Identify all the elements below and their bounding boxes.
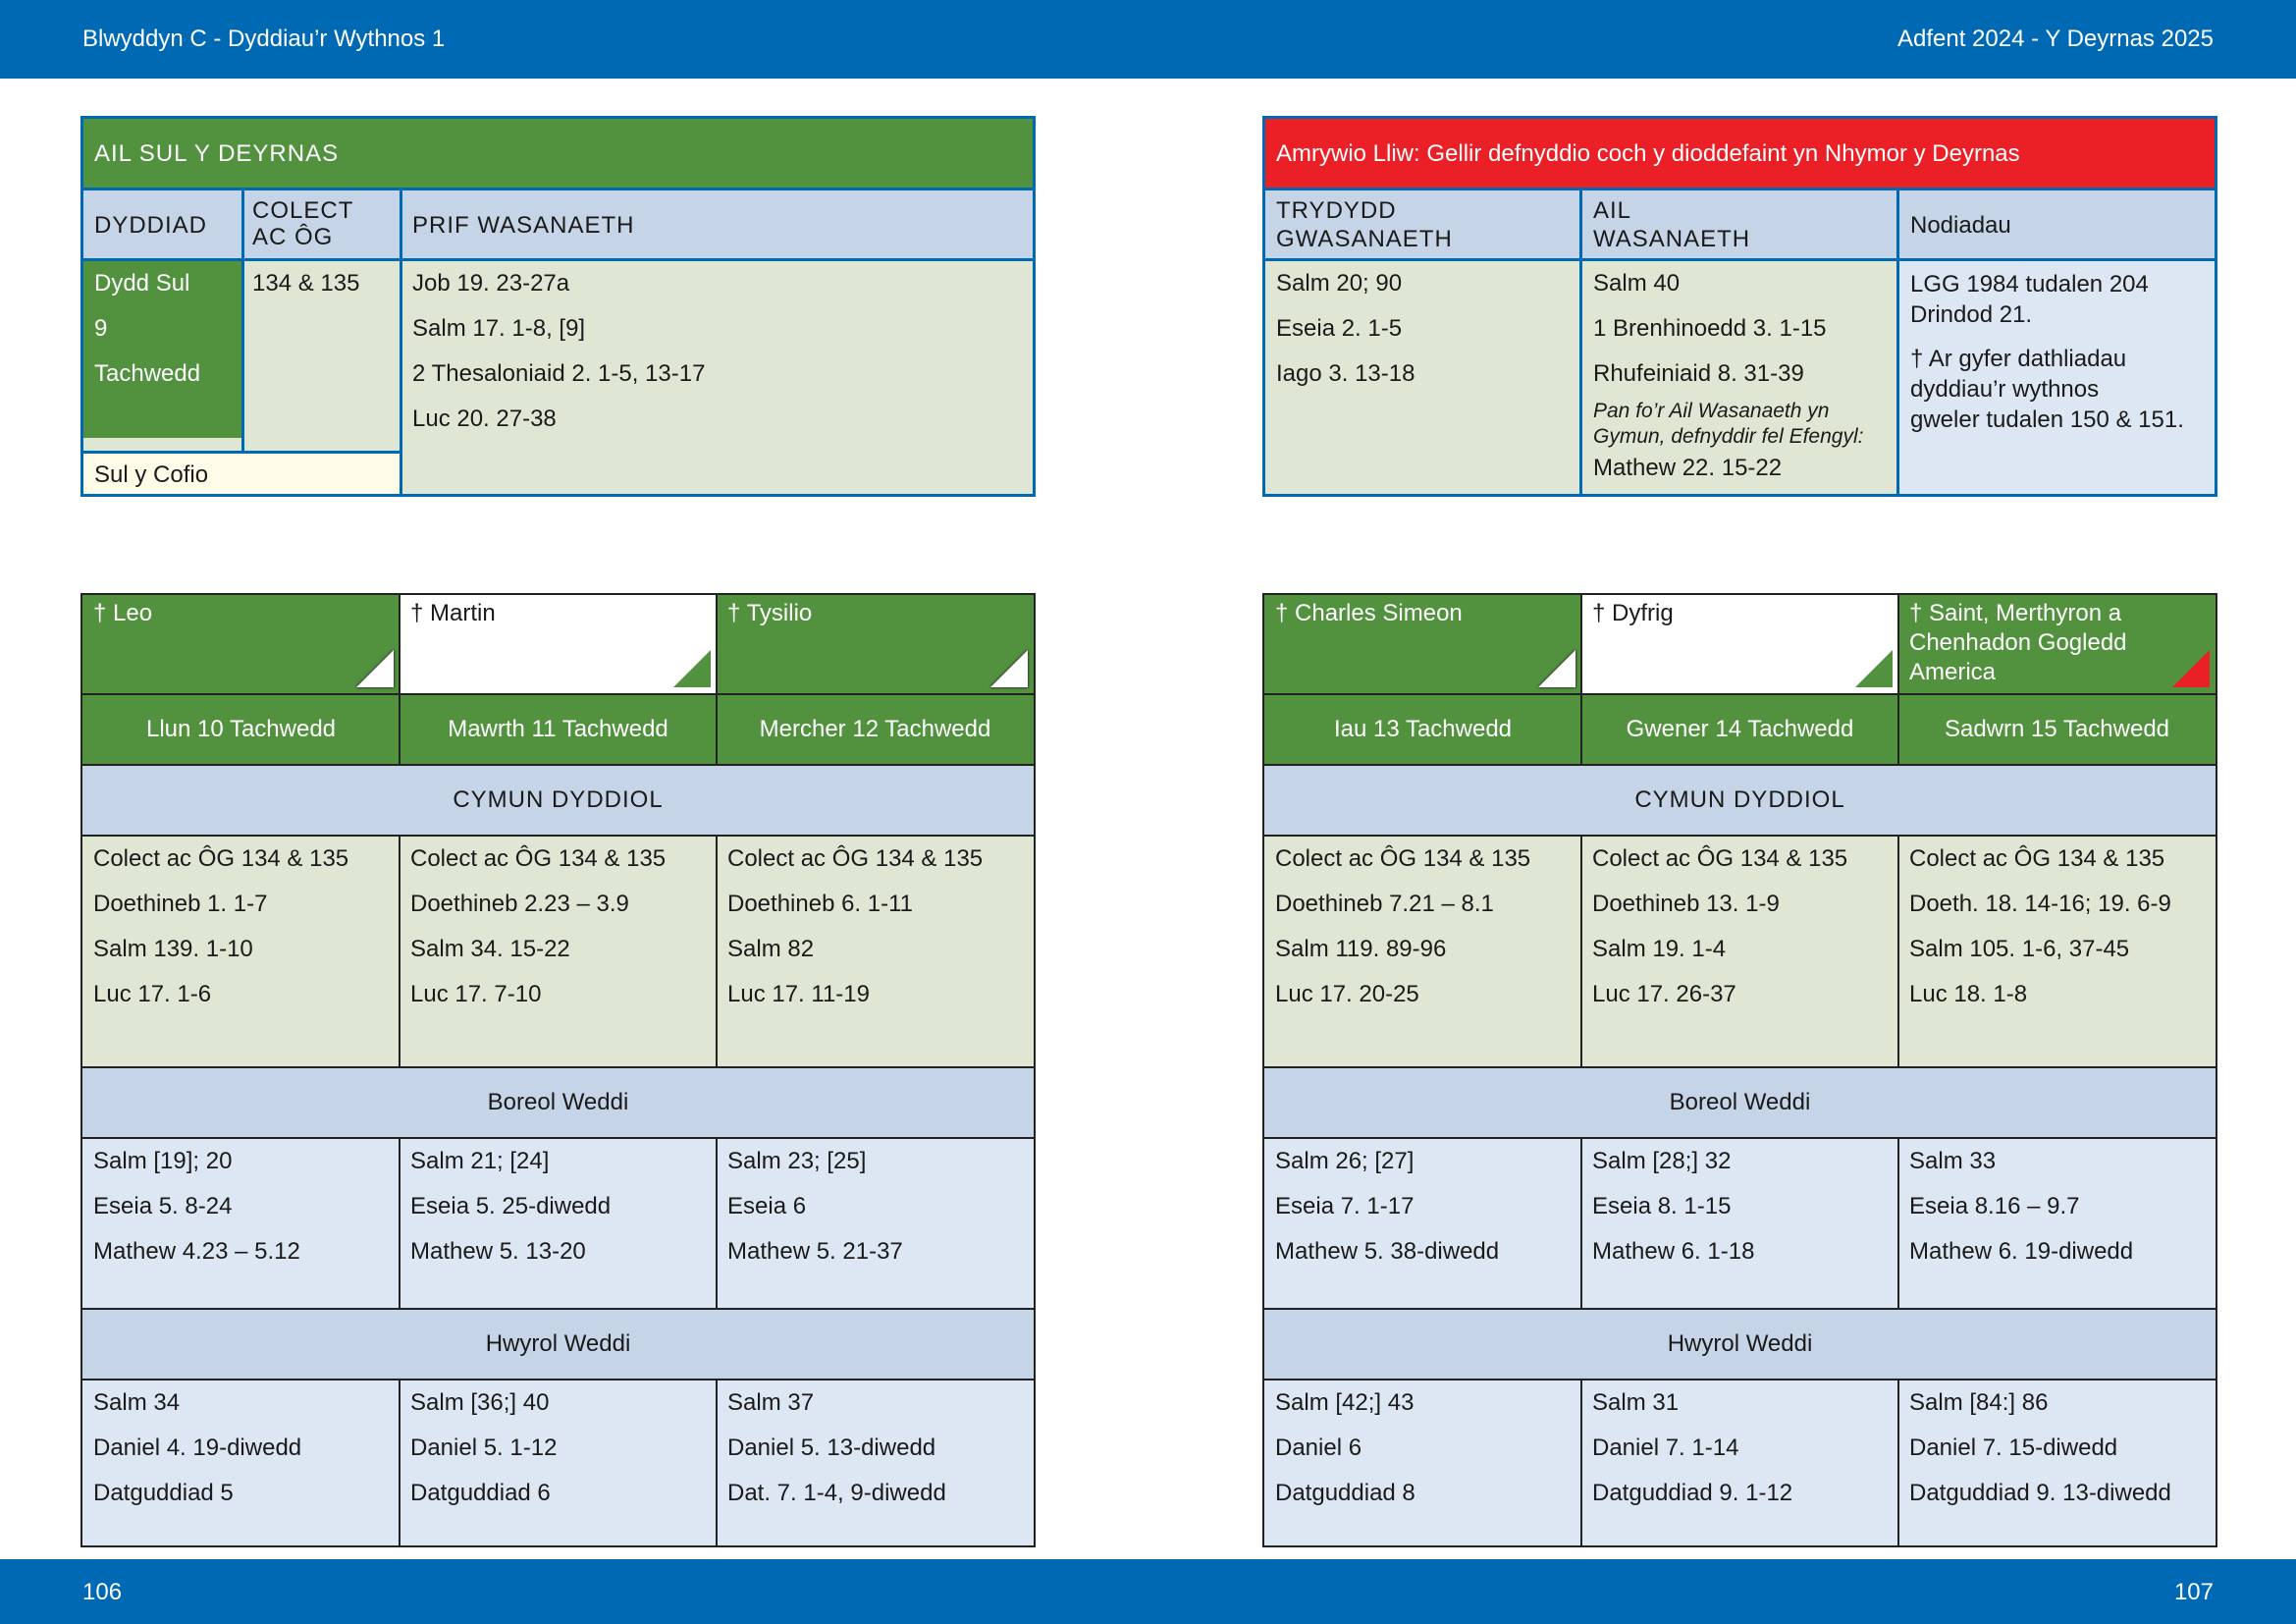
daily-reading: Doethineb 2.23 – 3.9 bbox=[410, 891, 629, 917]
evening-reading: Daniel 7. 1-14 bbox=[1592, 1435, 1739, 1461]
second-service-cell bbox=[1582, 261, 1896, 494]
saint-name: † Tysilio bbox=[727, 600, 813, 626]
col-third-header-2: GWASANAETH bbox=[1276, 226, 1453, 252]
saint-name: America bbox=[1909, 659, 1997, 685]
daily-readings bbox=[82, 837, 400, 1066]
col-collect-header-1: COLECT bbox=[252, 197, 354, 224]
second-service-reading: Salm 40 bbox=[1593, 270, 1681, 297]
evening-readings bbox=[1898, 1380, 2216, 1545]
sunday-note: Sul y Cofio bbox=[94, 461, 209, 488]
notes-line: dyddiau’r wythnos bbox=[1910, 376, 2100, 403]
daily-reading: Salm 34. 15-22 bbox=[410, 936, 570, 962]
daily-reading: Luc 17. 7-10 bbox=[410, 981, 542, 1007]
morning-reading: Mathew 5. 21-37 bbox=[727, 1238, 903, 1265]
morning-reading: Eseia 8.16 – 9.7 bbox=[1909, 1193, 2080, 1219]
sunday-date-line: 9 bbox=[94, 315, 108, 342]
sunday-readings-cell bbox=[402, 261, 1033, 494]
saint-name: † Charles Simeon bbox=[1275, 600, 1463, 626]
morning-reading: Mathew 5. 38-diwedd bbox=[1275, 1238, 1500, 1265]
day-header: Mawrth 11 Tachwedd bbox=[400, 695, 717, 764]
section-evening-prayer: Hwyrol Weddi bbox=[1264, 1310, 2216, 1379]
daily-reading: Salm 19. 1-4 bbox=[1592, 936, 1727, 962]
morning-reading: Mathew 6. 1-18 bbox=[1592, 1238, 1755, 1265]
sunday-date-line: Tachwedd bbox=[94, 360, 201, 387]
colour-note-panel bbox=[1262, 116, 2217, 497]
weekday-grid-right bbox=[1262, 593, 2217, 1547]
saint-name: † Saint, Merthyron a bbox=[1909, 600, 2122, 626]
daily-reading: Salm 119. 89-96 bbox=[1275, 936, 1447, 962]
morning-readings bbox=[1264, 1139, 1581, 1308]
day-header: Gwener 14 Tachwedd bbox=[1581, 695, 1898, 764]
morning-reading: Eseia 8. 1-15 bbox=[1592, 1193, 1732, 1219]
page-number-right: 107 bbox=[2173, 1579, 2214, 1605]
saint-cell bbox=[1898, 595, 2216, 693]
daily-reading: Colect ac ÔG 134 & 135 bbox=[1909, 845, 2165, 872]
daily-reading: Doethineb 6. 1-11 bbox=[727, 891, 914, 917]
evening-reading: Datguddiad 5 bbox=[93, 1480, 234, 1506]
daily-reading: Luc 18. 1-8 bbox=[1909, 981, 2028, 1007]
evening-reading: Dat. 7. 1-4, 9-diwedd bbox=[727, 1480, 946, 1506]
sunday-note-cell bbox=[83, 454, 400, 494]
feast-marker-icon bbox=[990, 650, 1028, 687]
daily-reading: Doethineb 13. 1-9 bbox=[1592, 891, 1780, 917]
evening-reading: Datguddiad 9. 1-12 bbox=[1592, 1480, 1793, 1506]
saint-cell bbox=[82, 595, 400, 693]
morning-reading: Mathew 4.23 – 5.12 bbox=[93, 1238, 300, 1265]
col-collect-header-2: AC ÔG bbox=[252, 224, 334, 250]
sunday-date-line: Dydd Sul bbox=[94, 270, 190, 297]
col-second-header-1: AIL bbox=[1593, 197, 1632, 224]
saint-cell bbox=[400, 595, 717, 693]
notes-line: gweler tudalen 150 & 151. bbox=[1910, 406, 2184, 433]
evening-reading: Salm [36;] 40 bbox=[410, 1389, 550, 1416]
second-service-note: Gymun, defnyddir fel Efengyl: bbox=[1593, 425, 1864, 448]
morning-reading: Salm 26; [27] bbox=[1275, 1148, 1415, 1174]
daily-reading: Colect ac ÔG 134 & 135 bbox=[1275, 845, 1531, 872]
sunday-title: AIL SUL Y DEYRNAS bbox=[83, 119, 1033, 188]
morning-reading: Eseia 5. 8-24 bbox=[93, 1193, 233, 1219]
second-service-gospel: Mathew 22. 15-22 bbox=[1593, 455, 1783, 481]
morning-reading: Salm [19]; 20 bbox=[93, 1148, 233, 1174]
saint-name: Chenhadon Gogledd bbox=[1909, 629, 2127, 656]
day-header: Iau 13 Tachwedd bbox=[1264, 695, 1581, 764]
sunday-collect-cell bbox=[244, 261, 400, 451]
sunday-reading: Salm 17. 1-8, [9] bbox=[412, 315, 586, 342]
third-service-reading: Salm 20; 90 bbox=[1276, 270, 1403, 297]
evening-readings bbox=[1264, 1380, 1581, 1545]
evening-readings bbox=[82, 1380, 400, 1545]
evening-reading: Daniel 5. 1-12 bbox=[410, 1435, 558, 1461]
daily-reading: Salm 82 bbox=[727, 936, 815, 962]
sunday-reading: Job 19. 23-27a bbox=[412, 270, 570, 297]
weekday-grid-left bbox=[80, 593, 1036, 1547]
daily-reading: Doethineb 7.21 – 8.1 bbox=[1275, 891, 1494, 917]
colour-note-title: Amrywio Lliw: Gellir defnyddio coch y dioddefaint yn Nhymor y Deyrnas bbox=[1265, 119, 2215, 188]
morning-reading: Salm 33 bbox=[1909, 1148, 1997, 1174]
daily-readings bbox=[1581, 837, 1898, 1066]
sunday-reading: 2 Thesaloniaid 2. 1-5, 13-17 bbox=[412, 360, 706, 387]
morning-readings bbox=[400, 1139, 717, 1308]
daily-reading: Colect ac ÔG 134 & 135 bbox=[727, 845, 984, 872]
header-left: Blwyddyn C - Dyddiau’r Wythnos 1 bbox=[82, 26, 446, 52]
notes-line: LGG 1984 tudalen 204 bbox=[1910, 271, 2149, 298]
notes-line: Drindod 21. bbox=[1910, 301, 2033, 328]
daily-readings bbox=[1898, 837, 2216, 1066]
sunday-date-cell bbox=[83, 261, 241, 438]
saint-name: † Martin bbox=[410, 600, 496, 626]
second-service-note: Pan fo’r Ail Wasanaeth yn bbox=[1593, 400, 1830, 422]
section-evening-prayer: Hwyrol Weddi bbox=[82, 1310, 1034, 1379]
notes-cell bbox=[1899, 261, 2215, 494]
daily-readings bbox=[400, 837, 717, 1066]
daily-reading: Salm 105. 1-6, 37-45 bbox=[1909, 936, 2130, 962]
daily-reading: Colect ac ÔG 134 & 135 bbox=[93, 845, 349, 872]
morning-reading: Mathew 5. 13-20 bbox=[410, 1238, 586, 1265]
saint-cell bbox=[1264, 595, 1581, 693]
section-daily-communion: CYMUN DYDDIOL bbox=[1264, 766, 2216, 835]
saint-name: † Dyfrig bbox=[1592, 600, 1674, 626]
morning-reading: Mathew 6. 19-diwedd bbox=[1909, 1238, 2134, 1265]
evening-reading: Salm [84:] 86 bbox=[1909, 1389, 2049, 1416]
evening-reading: Salm 37 bbox=[727, 1389, 815, 1416]
section-morning-prayer: Boreol Weddi bbox=[1264, 1068, 2216, 1137]
evening-reading: Datguddiad 9. 13-diwedd bbox=[1909, 1480, 2171, 1506]
day-header: Mercher 12 Tachwedd bbox=[717, 695, 1034, 764]
morning-reading: Eseia 5. 25-diwedd bbox=[410, 1193, 612, 1219]
daily-reading: Doeth. 18. 14-16; 19. 6-9 bbox=[1909, 891, 2171, 917]
evening-reading: Daniel 5. 13-diwedd bbox=[727, 1435, 936, 1461]
daily-reading: Luc 17. 11-19 bbox=[727, 981, 870, 1007]
section-morning-prayer: Boreol Weddi bbox=[82, 1068, 1034, 1137]
third-service-reading: Iago 3. 13-18 bbox=[1276, 360, 1415, 387]
evening-reading: Datguddiad 6 bbox=[410, 1480, 551, 1506]
feast-marker-icon bbox=[1538, 650, 1575, 687]
sunday-collect: 134 & 135 bbox=[252, 270, 360, 297]
morning-reading: Eseia 7. 1-17 bbox=[1275, 1193, 1415, 1219]
morning-readings bbox=[1898, 1139, 2216, 1308]
daily-reading: Colect ac ÔG 134 & 135 bbox=[410, 845, 667, 872]
running-footer bbox=[0, 1559, 2296, 1624]
saint-cell bbox=[1581, 595, 1898, 693]
feast-marker-icon bbox=[356, 650, 394, 687]
evening-reading: Daniel 4. 19-diwedd bbox=[93, 1435, 302, 1461]
evening-reading: Datguddiad 8 bbox=[1275, 1480, 1415, 1506]
evening-reading: Salm 34 bbox=[93, 1389, 181, 1416]
evening-reading: Daniel 6 bbox=[1275, 1435, 1362, 1461]
notes-line: † Ar gyfer dathliadau bbox=[1910, 346, 2127, 372]
saint-name: † Leo bbox=[93, 600, 153, 626]
evening-reading: Daniel 7. 15-diwedd bbox=[1909, 1435, 2118, 1461]
morning-reading: Eseia 6 bbox=[727, 1193, 807, 1219]
page-number-left: 106 bbox=[82, 1579, 123, 1605]
third-service-reading: Eseia 2. 1-5 bbox=[1276, 315, 1403, 342]
daily-reading: Doethineb 1. 1-7 bbox=[93, 891, 268, 917]
feast-marker-icon bbox=[1855, 650, 1893, 687]
morning-readings bbox=[717, 1139, 1034, 1308]
evening-readings bbox=[717, 1380, 1034, 1545]
feast-marker-icon bbox=[673, 650, 711, 687]
evening-reading: Salm 31 bbox=[1592, 1389, 1680, 1416]
sunday-reading: Luc 20. 27-38 bbox=[412, 406, 557, 432]
col-third-header-1: TRYDYDD bbox=[1276, 197, 1397, 224]
daily-reading: Colect ac ÔG 134 & 135 bbox=[1592, 845, 1848, 872]
morning-readings bbox=[1581, 1139, 1898, 1308]
sunday-panel bbox=[80, 116, 1036, 497]
morning-reading: Salm 23; [25] bbox=[727, 1148, 867, 1174]
morning-reading: Salm [28;] 32 bbox=[1592, 1148, 1732, 1174]
sunday-column-headers bbox=[83, 190, 1033, 258]
second-service-reading: Rhufeiniaid 8. 31-39 bbox=[1593, 360, 1804, 387]
saint-cell bbox=[717, 595, 1034, 693]
day-header: Llun 10 Tachwedd bbox=[82, 695, 400, 764]
daily-reading: Luc 17. 20-25 bbox=[1275, 981, 1419, 1007]
evening-readings bbox=[400, 1380, 717, 1545]
col-date-header: DYDDIAD bbox=[94, 212, 208, 239]
daily-reading: Luc 17. 1-6 bbox=[93, 981, 212, 1007]
day-header: Sadwrn 15 Tachwedd bbox=[1898, 695, 2216, 764]
daily-readings bbox=[1264, 837, 1581, 1066]
section-daily-communion: CYMUN DYDDIOL bbox=[82, 766, 1034, 835]
morning-reading: Salm 21; [24] bbox=[410, 1148, 550, 1174]
evening-readings bbox=[1581, 1380, 1898, 1545]
daily-reading: Luc 17. 26-37 bbox=[1592, 981, 1736, 1007]
running-header bbox=[0, 0, 2296, 79]
colour-note-column-headers bbox=[1265, 190, 2215, 258]
second-service-reading: 1 Brenhinoedd 3. 1-15 bbox=[1593, 315, 1827, 342]
daily-reading: Salm 139. 1-10 bbox=[93, 936, 253, 962]
col-notes-header: Nodiadau bbox=[1910, 212, 2011, 239]
feast-marker-icon bbox=[2172, 650, 2210, 687]
col-main-header: PRIF WASANAETH bbox=[412, 212, 635, 239]
evening-reading: Salm [42;] 43 bbox=[1275, 1389, 1415, 1416]
third-service-cell bbox=[1265, 261, 1579, 494]
daily-readings bbox=[717, 837, 1034, 1066]
morning-readings bbox=[82, 1139, 400, 1308]
header-right: Adfent 2024 - Y Deyrnas 2025 bbox=[1896, 26, 2214, 52]
col-second-header-2: WASANAETH bbox=[1593, 226, 1751, 252]
